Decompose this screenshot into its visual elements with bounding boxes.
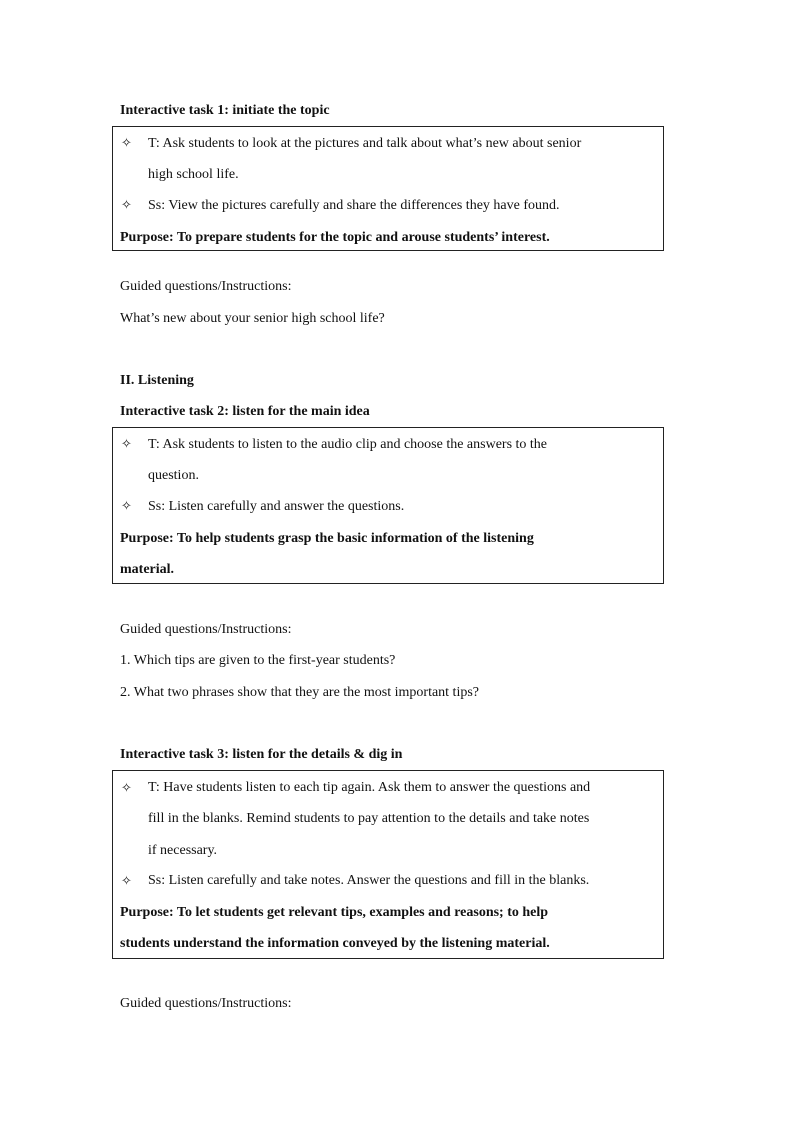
task1-teacher-line1: T: Ask students to look at the pictures and talk about what’s new about senior [148, 136, 582, 151]
task1-purpose: Purpose: To prepare students for the topic and arouse students’ interest. [120, 230, 550, 245]
guided2-question-2: 2. What two phrases show that they are the most important tips? [120, 685, 480, 700]
task3-purpose-line1: Purpose: To let students get relevant tips, examples and reasons; to help [120, 905, 549, 920]
task3-purpose-line2: students understand the information conveyed by the listening material. [120, 936, 550, 951]
guided1-question: What’s new about your senior high school life? [120, 311, 385, 326]
diamond-star-icon: ✧ [121, 436, 132, 451]
guided2-label: Guided questions/Instructions: [120, 622, 292, 637]
task3-teacher-line1: T: Have students listen to each tip again. Ask them to answer the questions and [148, 780, 591, 795]
section2-heading: II. Listening [120, 373, 194, 388]
diamond-star-icon: ✧ [121, 498, 132, 513]
task3-box [112, 770, 664, 959]
task2-purpose-line1: Purpose: To help students grasp the basic information of the listening [120, 531, 534, 546]
guided3-label: Guided questions/Instructions: [120, 996, 292, 1011]
task2-box [112, 427, 664, 584]
diamond-star-icon: ✧ [121, 197, 132, 212]
task3-students-line: Ss: Listen carefully and take notes. Answer the questions and fill in the blanks. [148, 873, 590, 888]
task3-teacher-line2: fill in the blanks. Remind students to pay attention to the details and take notes [148, 811, 590, 826]
task3-heading: Interactive task 3: listen for the details & dig in [120, 747, 403, 762]
task1-teacher-line2: high school life. [148, 167, 239, 182]
diamond-star-icon: ✧ [121, 780, 132, 795]
task2-teacher-line2: question. [148, 468, 199, 483]
diamond-star-icon: ✧ [121, 873, 132, 888]
task2-teacher-line1: T: Ask students to listen to the audio clip and choose the answers to the [148, 437, 548, 452]
task2-heading: Interactive task 2: listen for the main idea [120, 404, 370, 419]
task1-box [112, 126, 664, 251]
diamond-star-icon: ✧ [121, 135, 132, 150]
guided1-label: Guided questions/Instructions: [120, 279, 292, 294]
task2-purpose-line2: material. [120, 562, 175, 577]
task2-students-line: Ss: Listen carefully and answer the questions. [148, 499, 405, 514]
task3-teacher-line3: if necessary. [148, 843, 218, 858]
guided2-question-1: 1. Which tips are given to the first-year students? [120, 653, 396, 668]
task1-heading: Interactive task 1: initiate the topic [120, 103, 330, 118]
task1-students-line: Ss: View the pictures carefully and share the differences they have found. [148, 198, 560, 213]
